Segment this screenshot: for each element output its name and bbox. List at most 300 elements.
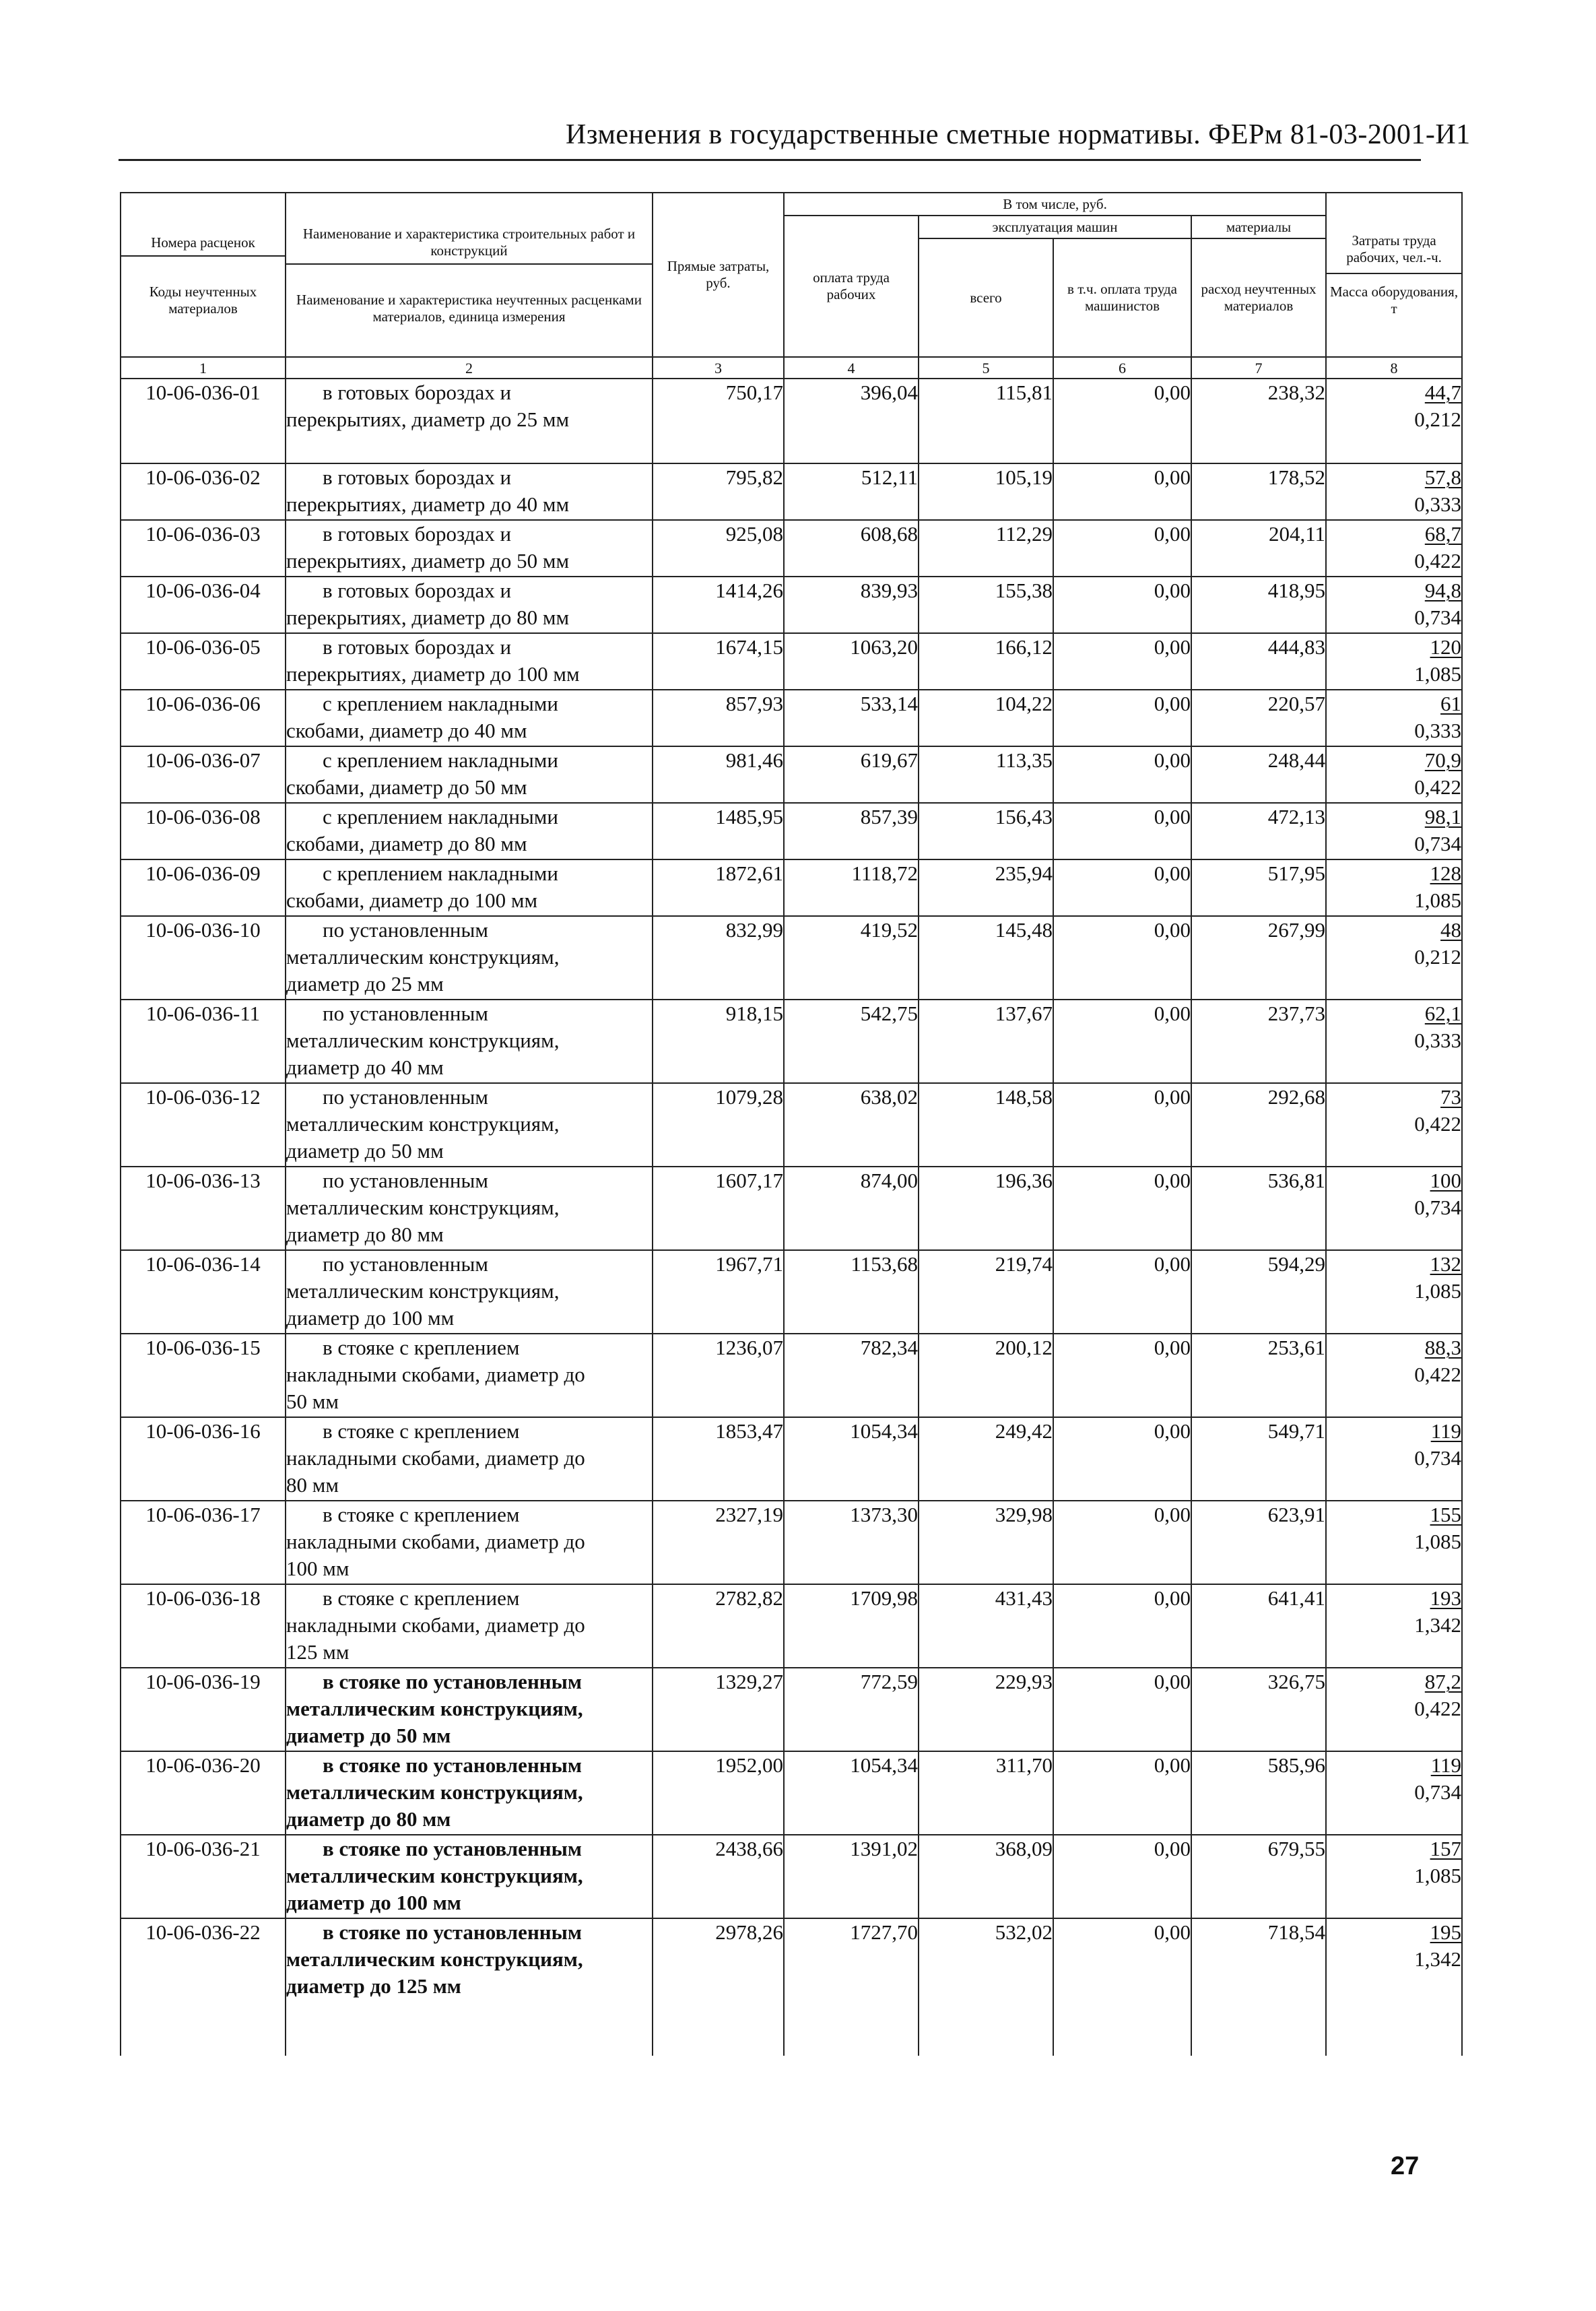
equipment-mass: 1,342 bbox=[1414, 1613, 1462, 1637]
labor-and-mass bbox=[1326, 520, 1462, 577]
equipment-mass: 1,085 bbox=[1414, 662, 1462, 686]
table-row bbox=[121, 859, 1462, 916]
materials-group-header: материалы bbox=[1191, 216, 1326, 238]
machinists-pay: 0,00 bbox=[1053, 803, 1191, 859]
labor-and-mass bbox=[1326, 1668, 1462, 1751]
materials-cost: 178,52 bbox=[1191, 463, 1326, 520]
direct-costs: 2978,26 bbox=[653, 1918, 784, 2002]
labor-pay: 874,00 bbox=[784, 1167, 919, 1250]
machines-total: 105,19 bbox=[919, 463, 1053, 520]
materials-cost: 292,68 bbox=[1191, 1083, 1326, 1167]
direct-costs: 2327,19 bbox=[653, 1501, 784, 1584]
machines-total: 229,93 bbox=[919, 1668, 1053, 1751]
machines-total: 112,29 bbox=[919, 520, 1053, 577]
work-description bbox=[286, 859, 653, 916]
column-number-row bbox=[121, 357, 1462, 379]
labor-pay: 542,75 bbox=[784, 1000, 919, 1083]
labor-and-mass bbox=[1326, 746, 1462, 803]
description-line: с креплением накладными bbox=[323, 805, 558, 828]
description-line: накладными скобами, диаметр до bbox=[286, 1530, 585, 1553]
materials-cost: 326,75 bbox=[1191, 1668, 1326, 1751]
labor-hours: 48 bbox=[1440, 918, 1462, 942]
machines-total: 156,43 bbox=[919, 803, 1053, 859]
col-labor-pay-header: оплата труда рабочих bbox=[784, 216, 919, 357]
equipment-mass: 1,085 bbox=[1414, 1864, 1462, 1887]
machinists-pay: 0,00 bbox=[1053, 577, 1191, 633]
labor-and-mass bbox=[1326, 1835, 1462, 1918]
labor-pay: 772,59 bbox=[784, 1668, 919, 1751]
equipment-mass: 0,422 bbox=[1414, 1112, 1462, 1136]
description-line: скобами, диаметр до 40 мм bbox=[286, 719, 527, 742]
description-line: 50 мм bbox=[286, 1390, 339, 1413]
work-description bbox=[286, 1334, 653, 1417]
machinists-pay: 0,00 bbox=[1053, 1918, 1191, 2002]
description-line: перекрытиях, диаметр до 25 мм bbox=[286, 408, 570, 431]
equipment-mass: 1,342 bbox=[1414, 1947, 1462, 1971]
description-line: перекрытиях, диаметр до 100 мм bbox=[286, 662, 580, 686]
work-description bbox=[286, 916, 653, 1000]
description-line: накладными скобами, диаметр до bbox=[286, 1446, 585, 1470]
rate-code: 10-06-036-17 bbox=[121, 1501, 286, 1584]
rate-code: 10-06-036-15 bbox=[121, 1334, 286, 1417]
machines-total: 155,38 bbox=[919, 577, 1053, 633]
machines-total: 311,70 bbox=[919, 1751, 1053, 1835]
machines-total: 329,98 bbox=[919, 1501, 1053, 1584]
work-description bbox=[286, 577, 653, 633]
col-machinists-header: в т.ч. оплата труда машинистов bbox=[1053, 238, 1191, 357]
direct-costs: 832,99 bbox=[653, 916, 784, 1000]
header-rule bbox=[119, 159, 1421, 161]
rate-code: 10-06-036-21 bbox=[121, 1835, 286, 1918]
equipment-mass: 0,333 bbox=[1414, 492, 1462, 516]
labor-pay: 533,14 bbox=[784, 690, 919, 746]
description-line: по установленным bbox=[323, 1252, 488, 1276]
machines-total: 145,48 bbox=[919, 916, 1053, 1000]
machines-total: 431,43 bbox=[919, 1584, 1053, 1668]
work-description bbox=[286, 1000, 653, 1083]
work-description bbox=[286, 690, 653, 746]
materials-cost: 248,44 bbox=[1191, 746, 1326, 803]
equipment-mass: 0,212 bbox=[1414, 408, 1462, 431]
description-line: 100 мм bbox=[286, 1557, 350, 1580]
machines-total: 115,81 bbox=[919, 379, 1053, 463]
work-description bbox=[286, 1250, 653, 1334]
labor-hours: 119 bbox=[1430, 1419, 1462, 1443]
column-number: 2 bbox=[286, 357, 653, 379]
empty-cell bbox=[784, 2002, 919, 2056]
machinists-pay: 0,00 bbox=[1053, 1751, 1191, 1835]
description-line: в стояке по установленным bbox=[323, 1837, 582, 1860]
description-line: с креплением накладными bbox=[323, 748, 558, 772]
description-line: скобами, диаметр до 100 мм bbox=[286, 888, 538, 912]
direct-costs: 1872,61 bbox=[653, 859, 784, 916]
equipment-mass: 0,734 bbox=[1414, 832, 1462, 855]
machinists-pay: 0,00 bbox=[1053, 690, 1191, 746]
rate-code: 10-06-036-16 bbox=[121, 1417, 286, 1501]
rate-code: 10-06-036-07 bbox=[121, 746, 286, 803]
work-description bbox=[286, 1083, 653, 1167]
labor-hours: 195 bbox=[1430, 1920, 1462, 1944]
direct-costs: 1329,27 bbox=[653, 1668, 784, 1751]
rate-code: 10-06-036-02 bbox=[121, 463, 286, 520]
empty-cell bbox=[286, 2002, 653, 2056]
machines-group-header: эксплуатация машин bbox=[919, 216, 1191, 238]
labor-hours: 73 bbox=[1440, 1085, 1462, 1109]
machines-total: 368,09 bbox=[919, 1835, 1053, 1918]
col-direct-header: Прямые затраты, руб. bbox=[653, 193, 784, 357]
description-line: диаметр до 50 мм bbox=[286, 1724, 451, 1747]
labor-pay: 1054,34 bbox=[784, 1417, 919, 1501]
labor-hours: 128 bbox=[1430, 861, 1462, 885]
machinists-pay: 0,00 bbox=[1053, 1250, 1191, 1334]
direct-costs: 2782,82 bbox=[653, 1584, 784, 1668]
labor-pay: 1391,02 bbox=[784, 1835, 919, 1918]
machines-total: 532,02 bbox=[919, 1918, 1053, 2002]
description-line: по установленным bbox=[323, 1169, 488, 1192]
rate-code: 10-06-036-08 bbox=[121, 803, 286, 859]
labor-and-mass bbox=[1326, 916, 1462, 1000]
direct-costs: 1079,28 bbox=[653, 1083, 784, 1167]
equipment-mass: 1,085 bbox=[1414, 1530, 1462, 1553]
machines-total: 196,36 bbox=[919, 1167, 1053, 1250]
description-line: по установленным bbox=[323, 1085, 488, 1109]
machinists-pay: 0,00 bbox=[1053, 633, 1191, 690]
col-materials-header: расход неучтенных материалов bbox=[1191, 238, 1326, 357]
description-line: в готовых бороздах и bbox=[323, 579, 512, 602]
description-line: диаметр до 40 мм bbox=[286, 1055, 444, 1079]
rate-code: 10-06-036-01 bbox=[121, 379, 286, 463]
machines-total: 166,12 bbox=[919, 633, 1053, 690]
materials-cost: 536,81 bbox=[1191, 1167, 1326, 1250]
machines-total: 104,22 bbox=[919, 690, 1053, 746]
direct-costs: 1853,47 bbox=[653, 1417, 784, 1501]
labor-and-mass bbox=[1326, 1250, 1462, 1334]
labor-and-mass bbox=[1326, 463, 1462, 520]
equipment-mass: 0,422 bbox=[1414, 1697, 1462, 1720]
description-line: металлическим конструкциям, bbox=[286, 1697, 583, 1720]
rate-code: 10-06-036-18 bbox=[121, 1584, 286, 1668]
description-line: диаметр до 100 мм bbox=[286, 1891, 461, 1914]
description-line: металлическим конструкциям, bbox=[286, 945, 560, 969]
labor-and-mass bbox=[1326, 1918, 1462, 2002]
description-line: в стояке по установленным bbox=[323, 1920, 582, 1944]
labor-and-mass bbox=[1326, 577, 1462, 633]
description-line: металлическим конструкциям, bbox=[286, 1279, 560, 1303]
direct-costs: 1485,95 bbox=[653, 803, 784, 859]
materials-cost: 641,41 bbox=[1191, 1584, 1326, 1668]
description-line: металлическим конструкциям, bbox=[286, 1112, 560, 1136]
direct-costs: 1236,07 bbox=[653, 1334, 784, 1417]
labor-hours: 87,2 bbox=[1424, 1670, 1462, 1693]
labor-hours: 62,1 bbox=[1424, 1002, 1462, 1025]
col-codes-top: Номера расценок bbox=[121, 233, 285, 257]
work-description bbox=[286, 520, 653, 577]
col-machines-total-header: всего bbox=[919, 238, 1053, 357]
table-row bbox=[121, 1250, 1462, 1334]
col-name-header bbox=[286, 193, 653, 357]
labor-and-mass bbox=[1326, 1501, 1462, 1584]
labor-and-mass bbox=[1326, 1000, 1462, 1083]
description-line: по установленным bbox=[323, 918, 488, 942]
col-codes-header bbox=[121, 193, 286, 357]
description-line: перекрытиях, диаметр до 50 мм bbox=[286, 549, 570, 573]
labor-hours: 94,8 bbox=[1424, 579, 1462, 602]
description-line: диаметр до 50 мм bbox=[286, 1139, 444, 1163]
empty-cell bbox=[121, 2002, 286, 2056]
labor-hours: 88,3 bbox=[1424, 1336, 1462, 1359]
equipment-mass: 0,734 bbox=[1414, 606, 1462, 629]
column-number: 4 bbox=[784, 357, 919, 379]
table-row bbox=[121, 1000, 1462, 1083]
table-row bbox=[121, 1417, 1462, 1501]
column-number: 3 bbox=[653, 357, 784, 379]
equipment-mass: 1,085 bbox=[1414, 1279, 1462, 1303]
equipment-mass: 0,422 bbox=[1414, 1363, 1462, 1386]
page-header-title: Изменения в государственные сметные нормативы. ФЕРм 81-03-2001-И1 bbox=[566, 119, 1471, 150]
table-row bbox=[121, 633, 1462, 690]
description-line: в стояке по установленным bbox=[323, 1753, 582, 1777]
work-description bbox=[286, 1584, 653, 1668]
labor-and-mass bbox=[1326, 1083, 1462, 1167]
column-number: 7 bbox=[1191, 357, 1326, 379]
labor-hours: 57,8 bbox=[1424, 465, 1462, 489]
description-line: в стояке с креплением bbox=[323, 1586, 520, 1610]
work-description bbox=[286, 1751, 653, 1835]
materials-cost: 718,54 bbox=[1191, 1918, 1326, 2002]
work-description bbox=[286, 1167, 653, 1250]
machinists-pay: 0,00 bbox=[1053, 1167, 1191, 1250]
work-description bbox=[286, 379, 653, 463]
work-description bbox=[286, 463, 653, 520]
work-description bbox=[286, 1668, 653, 1751]
table-row bbox=[121, 1083, 1462, 1167]
work-description bbox=[286, 1501, 653, 1584]
col-codes-bottom: Коды неучтенных материалов bbox=[149, 283, 257, 317]
machinists-pay: 0,00 bbox=[1053, 1584, 1191, 1668]
table-row bbox=[121, 1584, 1462, 1668]
labor-hours: 193 bbox=[1430, 1586, 1462, 1610]
equipment-mass: 0,734 bbox=[1414, 1196, 1462, 1219]
table-row bbox=[121, 690, 1462, 746]
description-line: в стояке с креплением bbox=[323, 1503, 520, 1526]
description-line: скобами, диаметр до 80 мм bbox=[286, 832, 527, 855]
description-line: металлическим конструкциям, bbox=[286, 1864, 583, 1887]
table-row bbox=[121, 1751, 1462, 1835]
materials-cost: 204,11 bbox=[1191, 520, 1326, 577]
empty-cell bbox=[653, 2002, 784, 2056]
rate-code: 10-06-036-13 bbox=[121, 1167, 286, 1250]
empty-cell bbox=[1326, 2002, 1462, 2056]
description-line: металлическим конструкциям, bbox=[286, 1780, 583, 1804]
description-line: в готовых бороздах и bbox=[323, 522, 512, 546]
labor-pay: 782,34 bbox=[784, 1334, 919, 1417]
machinists-pay: 0,00 bbox=[1053, 1668, 1191, 1751]
machinists-pay: 0,00 bbox=[1053, 1835, 1191, 1918]
direct-costs: 1952,00 bbox=[653, 1751, 784, 1835]
table-row bbox=[121, 746, 1462, 803]
equipment-mass: 0,422 bbox=[1414, 775, 1462, 799]
labor-pay: 839,93 bbox=[784, 577, 919, 633]
col-labor-top: Затраты труда рабочих, чел.-ч. bbox=[1327, 232, 1461, 274]
labor-pay: 1727,70 bbox=[784, 1918, 919, 2002]
materials-cost: 549,71 bbox=[1191, 1417, 1326, 1501]
direct-costs: 857,93 bbox=[653, 690, 784, 746]
machinists-pay: 0,00 bbox=[1053, 1000, 1191, 1083]
table-row bbox=[121, 803, 1462, 859]
machines-total: 137,67 bbox=[919, 1000, 1053, 1083]
description-line: 125 мм bbox=[286, 1640, 350, 1664]
description-line: с креплением накладными bbox=[323, 861, 558, 885]
description-line: металлическим конструкциям, bbox=[286, 1029, 560, 1052]
col-mass-bottom: Масса оборудования, т bbox=[1330, 284, 1459, 317]
description-line: в стояке с креплением bbox=[323, 1336, 520, 1359]
norms-table bbox=[120, 192, 1463, 2056]
machines-total: 235,94 bbox=[919, 859, 1053, 916]
labor-pay: 638,02 bbox=[784, 1083, 919, 1167]
table-body bbox=[121, 379, 1462, 2056]
description-line: диаметр до 80 мм bbox=[286, 1223, 444, 1246]
equipment-mass: 0,333 bbox=[1414, 1029, 1462, 1052]
equipment-mass: 0,734 bbox=[1414, 1780, 1462, 1804]
labor-and-mass bbox=[1326, 379, 1462, 463]
table-row bbox=[121, 1918, 1462, 2002]
machines-total: 200,12 bbox=[919, 1334, 1053, 1417]
table-row bbox=[121, 1835, 1462, 1918]
rate-code: 10-06-036-14 bbox=[121, 1250, 286, 1334]
machinists-pay: 0,00 bbox=[1053, 859, 1191, 916]
direct-costs: 1607,17 bbox=[653, 1167, 784, 1250]
materials-cost: 237,73 bbox=[1191, 1000, 1326, 1083]
materials-cost: 267,99 bbox=[1191, 916, 1326, 1000]
work-description bbox=[286, 746, 653, 803]
column-number: 6 bbox=[1053, 357, 1191, 379]
direct-costs: 1414,26 bbox=[653, 577, 784, 633]
labor-and-mass bbox=[1326, 859, 1462, 916]
table-row bbox=[121, 520, 1462, 577]
direct-costs: 918,15 bbox=[653, 1000, 784, 1083]
machines-total: 219,74 bbox=[919, 1250, 1053, 1334]
equipment-mass: 0,422 bbox=[1414, 549, 1462, 573]
description-line: диаметр до 125 мм bbox=[286, 1974, 461, 1998]
description-line: перекрытиях, диаметр до 40 мм bbox=[286, 492, 570, 516]
labor-pay: 1709,98 bbox=[784, 1584, 919, 1668]
description-line: металлическим конструкциям, bbox=[286, 1947, 583, 1971]
col-name-top: Наименование и характеристика строительных работ и конструкций bbox=[286, 224, 652, 265]
table-row bbox=[121, 916, 1462, 1000]
machinists-pay: 0,00 bbox=[1053, 520, 1191, 577]
col-labor-header bbox=[1326, 193, 1462, 357]
labor-and-mass bbox=[1326, 690, 1462, 746]
description-line: диаметр до 100 мм bbox=[286, 1306, 455, 1330]
materials-cost: 623,91 bbox=[1191, 1501, 1326, 1584]
labor-and-mass bbox=[1326, 1751, 1462, 1835]
work-description bbox=[286, 633, 653, 690]
materials-cost: 679,55 bbox=[1191, 1835, 1326, 1918]
table-tail bbox=[121, 2002, 1462, 2056]
labor-hours: 157 bbox=[1430, 1837, 1462, 1860]
labor-hours: 155 bbox=[1430, 1503, 1462, 1526]
direct-costs: 795,82 bbox=[653, 463, 784, 520]
column-number: 5 bbox=[919, 357, 1053, 379]
rate-code: 10-06-036-11 bbox=[121, 1000, 286, 1083]
empty-cell bbox=[1053, 2002, 1191, 2056]
machinists-pay: 0,00 bbox=[1053, 1501, 1191, 1584]
materials-cost: 444,83 bbox=[1191, 633, 1326, 690]
rate-code: 10-06-036-09 bbox=[121, 859, 286, 916]
direct-costs: 2438,66 bbox=[653, 1835, 784, 1918]
table-row bbox=[121, 1668, 1462, 1751]
work-description bbox=[286, 803, 653, 859]
machines-total: 249,42 bbox=[919, 1417, 1053, 1501]
labor-hours: 61 bbox=[1440, 692, 1462, 715]
table-row bbox=[121, 577, 1462, 633]
labor-and-mass bbox=[1326, 633, 1462, 690]
table-row bbox=[121, 1167, 1462, 1250]
description-line: в готовых бороздах и bbox=[323, 465, 512, 489]
rate-code: 10-06-036-12 bbox=[121, 1083, 286, 1167]
description-line: диаметр до 25 мм bbox=[286, 972, 444, 996]
labor-hours: 44,7 bbox=[1424, 381, 1462, 404]
labor-and-mass bbox=[1326, 1417, 1462, 1501]
labor-hours: 68,7 bbox=[1424, 522, 1462, 546]
description-line: диаметр до 80 мм bbox=[286, 1807, 451, 1831]
table-head bbox=[121, 193, 1462, 379]
work-description bbox=[286, 1417, 653, 1501]
rate-code: 10-06-036-20 bbox=[121, 1751, 286, 1835]
labor-hours: 98,1 bbox=[1424, 805, 1462, 828]
equipment-mass: 0,333 bbox=[1414, 719, 1462, 742]
labor-hours: 70,9 bbox=[1424, 748, 1462, 772]
description-line: в стояке по установленным bbox=[323, 1670, 582, 1693]
description-line: в стояке с креплением bbox=[323, 1419, 520, 1443]
column-number: 1 bbox=[121, 357, 286, 379]
machinists-pay: 0,00 bbox=[1053, 1334, 1191, 1417]
labor-and-mass bbox=[1326, 803, 1462, 859]
work-description bbox=[286, 1918, 653, 2002]
empty-cell bbox=[1191, 2002, 1326, 2056]
description-line: накладными скобами, диаметр до bbox=[286, 1613, 585, 1637]
labor-pay: 1054,34 bbox=[784, 1751, 919, 1835]
labor-pay: 857,39 bbox=[784, 803, 919, 859]
description-line: с креплением накладными bbox=[323, 692, 558, 715]
column-number: 8 bbox=[1326, 357, 1462, 379]
labor-and-mass bbox=[1326, 1167, 1462, 1250]
labor-pay: 1063,20 bbox=[784, 633, 919, 690]
work-description bbox=[286, 1835, 653, 1918]
rate-code: 10-06-036-05 bbox=[121, 633, 286, 690]
description-line: перекрытиях, диаметр до 80 мм bbox=[286, 606, 570, 629]
description-line: металлическим конструкциям, bbox=[286, 1196, 560, 1219]
labor-pay: 1118,72 bbox=[784, 859, 919, 916]
rate-code: 10-06-036-22 bbox=[121, 1918, 286, 2002]
description-line: в готовых бороздах и bbox=[323, 381, 512, 404]
materials-cost: 220,57 bbox=[1191, 690, 1326, 746]
table-row bbox=[121, 1334, 1462, 1417]
direct-costs: 925,08 bbox=[653, 520, 784, 577]
materials-cost: 585,96 bbox=[1191, 1751, 1326, 1835]
materials-cost: 594,29 bbox=[1191, 1250, 1326, 1334]
machinists-pay: 0,00 bbox=[1053, 916, 1191, 1000]
table-row bbox=[121, 463, 1462, 520]
labor-hours: 132 bbox=[1430, 1252, 1462, 1276]
labor-pay: 1153,68 bbox=[784, 1250, 919, 1334]
labor-and-mass bbox=[1326, 1334, 1462, 1417]
materials-cost: 517,95 bbox=[1191, 859, 1326, 916]
rate-code: 10-06-036-19 bbox=[121, 1668, 286, 1751]
labor-hours: 119 bbox=[1430, 1753, 1462, 1777]
labor-and-mass bbox=[1326, 1584, 1462, 1668]
labor-hours: 120 bbox=[1430, 635, 1462, 659]
